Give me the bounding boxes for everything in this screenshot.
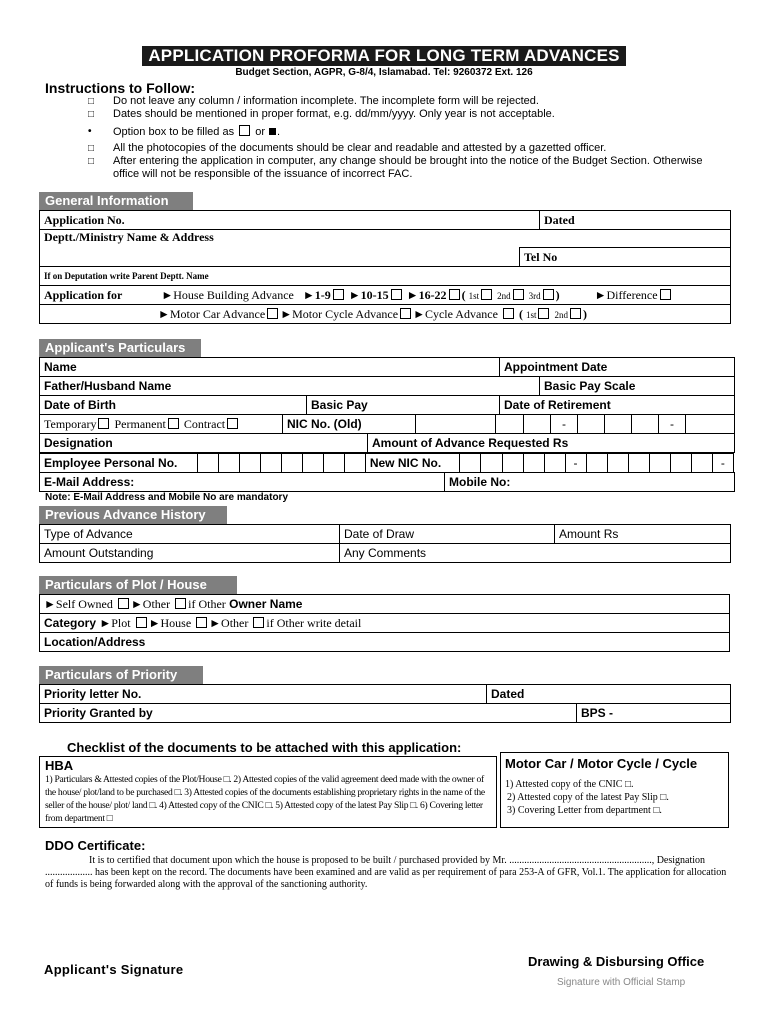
basic-pay-scale-field[interactable]: Basic Pay Scale <box>540 377 735 396</box>
checkbox[interactable] <box>543 289 554 300</box>
tel-no-field[interactable]: Tel No <box>520 248 731 267</box>
personal-no-box[interactable] <box>218 454 239 473</box>
personal-no-box[interactable] <box>260 454 281 473</box>
motor-checklist <box>500 752 729 828</box>
location-field[interactable]: Location/Address <box>40 633 730 652</box>
deputation-field[interactable]: If on Deputation write Parent Deptt. Name <box>40 267 731 286</box>
checkbox[interactable] <box>227 418 238 429</box>
priority-letter-field[interactable]: Priority letter No. <box>40 685 487 704</box>
checkbox[interactable] <box>136 617 147 628</box>
general-info-table-2 <box>39 247 731 324</box>
applicant-table-2 <box>39 376 735 396</box>
new-nic-box[interactable] <box>502 454 523 473</box>
hba-title: HBA <box>45 758 74 773</box>
appointment-date-field[interactable]: Appointment Date <box>500 358 735 377</box>
amount-requested-field[interactable]: Amount of Advance Requested Rs <box>368 434 735 453</box>
plot-table <box>39 594 730 652</box>
new-nic-box: - <box>565 454 586 473</box>
retirement-date-field[interactable]: Date of Retirement <box>500 396 735 415</box>
motor-item: 3) Covering Letter from department □. <box>507 805 662 816</box>
checkbox[interactable] <box>570 308 581 319</box>
instructions-list <box>88 95 728 181</box>
instruction-item: □ After entering the application in computer, any change should be brought into the notice of the Budget Section. Otherwise office will not be responsible of the issuance of incorrect FAC. <box>88 155 703 180</box>
vehicle-advance-row: ►Motor Car Advance ►Motor Cycle Advance ►Cycle Advance ( 1st 2nd ) <box>40 305 731 324</box>
new-nic-box[interactable] <box>544 454 565 473</box>
instruction-item: □ Do not leave any column / information incomplete. The incomplete form will be rejected. <box>88 95 539 107</box>
applicant-signature: Applicant's Signature <box>44 962 184 977</box>
basic-pay-field[interactable]: Basic Pay <box>307 396 500 415</box>
new-nic-box[interactable] <box>649 454 670 473</box>
deptt-field[interactable]: Deptt./Ministry Name & Address <box>40 230 731 249</box>
ddo-office-label: Drawing & Disbursing Office <box>528 954 705 969</box>
name-field[interactable]: Name <box>40 358 500 377</box>
checkbox[interactable] <box>513 289 524 300</box>
checkbox[interactable] <box>391 289 402 300</box>
applicant-table-7 <box>39 472 735 492</box>
applicant-table-1 <box>39 357 735 377</box>
new-nic-box[interactable] <box>628 454 649 473</box>
instruction-item: □ Dates should be mentioned in proper format, e.g. dd/mm/yyyy. Only year is not acceptable. <box>88 108 555 120</box>
applicant-header: Applicant's Particulars <box>39 339 201 357</box>
nic-old-box: - <box>551 415 578 434</box>
new-nic-box[interactable] <box>586 454 607 473</box>
amount-field[interactable]: Amount Rs <box>555 525 731 544</box>
designation-field[interactable]: Designation <box>40 434 368 453</box>
checkbox[interactable] <box>481 289 492 300</box>
personal-no-box[interactable] <box>323 454 344 473</box>
nic-old-box[interactable] <box>686 415 735 434</box>
type-advance-field[interactable]: Type of Advance <box>40 525 340 544</box>
nic-old-box[interactable] <box>605 415 632 434</box>
checkbox[interactable] <box>118 598 129 609</box>
applicant-table-5 <box>39 433 735 453</box>
instruction-item: • Option box to be filled as or . <box>88 126 281 138</box>
new-nic-box[interactable] <box>481 454 502 473</box>
priority-header: Particulars of Priority <box>39 666 203 684</box>
outstanding-field[interactable]: Amount Outstanding <box>40 544 340 563</box>
bps-field[interactable]: BPS - <box>577 704 731 723</box>
checklist-heading: Checklist of the documents to be attached with this application: <box>67 740 462 755</box>
new-nic-box[interactable] <box>607 454 628 473</box>
application-for-row: Application for ►House Building Advance ►1-9 ►10-15 ►16-22 ( 1st 2nd 3rd ) ►Difference <box>40 286 731 305</box>
personal-no-box[interactable] <box>197 454 218 473</box>
empty-box-icon <box>239 125 250 136</box>
motor-title: Motor Car / Motor Cycle / Cycle <box>505 756 698 771</box>
ddo-heading: DDO Certificate: <box>45 838 146 853</box>
priority-dated-field[interactable]: Dated <box>487 685 731 704</box>
father-name-field[interactable]: Father/Husband Name <box>40 377 540 396</box>
dated-field[interactable]: Dated <box>540 211 731 230</box>
new-nic-box[interactable] <box>670 454 691 473</box>
general-info-table <box>39 210 731 248</box>
checkbox[interactable] <box>503 308 514 319</box>
nic-old-box[interactable] <box>416 415 496 434</box>
nic-old-box[interactable] <box>578 415 605 434</box>
checkbox[interactable] <box>267 308 278 319</box>
applicant-table-4 <box>39 414 735 434</box>
instructions-heading: Instructions to Follow: <box>45 80 196 96</box>
hba-checklist <box>39 756 497 828</box>
plot-header: Particulars of Plot / House <box>39 576 237 594</box>
personal-no-label: Employee Personal No. <box>40 454 198 473</box>
checkbox[interactable] <box>538 308 549 319</box>
checkbox[interactable] <box>253 617 264 628</box>
ddo-certificate-text: It is to certified that document upon which the house is proposed to be built / purchased provided by Mr. ........................................................., Designation ................... has been kept on the record. The documents have been examined and are valid as per requirement of para 253-A of GFR, Vol.1. The application for allocation of funds is being forwarded along with the approval of the sanctioning authority. <box>45 855 727 890</box>
checkbox[interactable] <box>175 598 186 609</box>
applicant-table-6 <box>39 453 734 473</box>
new-nic-box[interactable] <box>691 454 712 473</box>
motor-item: 1) Attested copy of the CNIC □. <box>505 779 634 790</box>
nic-old-label: NIC No. (Old) <box>283 415 416 434</box>
checkbox[interactable] <box>660 289 671 300</box>
priority-granted-field[interactable]: Priority Granted by <box>40 704 577 723</box>
nic-old-box[interactable] <box>524 415 551 434</box>
checkbox[interactable] <box>400 308 411 319</box>
hba-text: 1) Particulars & Attested copies of the Plot/House □. 2) Attested copies of the valid agreement deed made with the owner of the house/ plot/land to be purchased □. 3) Attested copies of the documents establishing proprietary rights in the name of the seller of the house/ plot/ land □. 4) Attested copy of the CNIC □. 5) Attested copy of the latest Pay Slip □. 6) Covering letter from department □ <box>45 774 485 824</box>
employment-type-row: Temporary Permanent Contract <box>40 415 283 434</box>
email-field[interactable]: E-Mail Address: <box>40 473 445 492</box>
personal-no-box[interactable] <box>302 454 323 473</box>
signature-stamp-label: Signature with Official Stamp <box>557 977 686 988</box>
form-subtitle: Budget Section, AGPR, G-8/4, Islamabad. Tel: 9260372 Ext. 126 <box>235 67 533 78</box>
new-nic-box[interactable] <box>460 454 481 473</box>
ownership-row: ►Self Owned ►Other if Other Owner Name <box>40 595 730 614</box>
dob-field[interactable]: Date of Birth <box>40 396 307 415</box>
nic-old-box[interactable] <box>496 415 524 434</box>
applicant-table-3 <box>39 395 735 415</box>
mobile-field[interactable]: Mobile No: <box>445 473 735 492</box>
mandatory-note: Note: E-Mail Address and Mobile No are mandatory <box>45 492 289 503</box>
comments-field[interactable]: Any Comments <box>340 544 731 563</box>
new-nic-box[interactable] <box>523 454 544 473</box>
personal-no-box[interactable] <box>281 454 302 473</box>
general-info-header: General Information <box>39 192 193 210</box>
new-nic-label: New NIC No. <box>365 454 460 473</box>
previous-table <box>39 524 731 563</box>
previous-header: Previous Advance History <box>39 506 227 524</box>
new-nic-box: - <box>712 454 733 473</box>
checkbox[interactable] <box>98 418 109 429</box>
checkbox[interactable] <box>333 289 344 300</box>
nic-old-box[interactable] <box>632 415 659 434</box>
personal-no-box[interactable] <box>239 454 260 473</box>
checkbox[interactable] <box>168 418 179 429</box>
checkbox[interactable] <box>449 289 460 300</box>
form-title: APPLICATION PROFORMA FOR LONG TERM ADVANCES <box>142 46 626 66</box>
filled-box-icon <box>269 128 276 135</box>
priority-table <box>39 684 731 723</box>
checkbox[interactable] <box>196 617 207 628</box>
motor-item: 2) Attested copy of the latest Pay Slip □. <box>507 792 669 803</box>
date-draw-field[interactable]: Date of Draw <box>340 525 555 544</box>
instruction-item: □ All the photocopies of the documents should be clear and readable and attested by a gazetted officer. <box>88 142 607 154</box>
nic-old-box: - <box>659 415 686 434</box>
personal-no-box[interactable] <box>344 454 365 473</box>
category-row: Category ►Plot ►House ►Other if Other write detail <box>40 614 730 633</box>
application-no-field[interactable]: Application No. <box>40 211 540 230</box>
